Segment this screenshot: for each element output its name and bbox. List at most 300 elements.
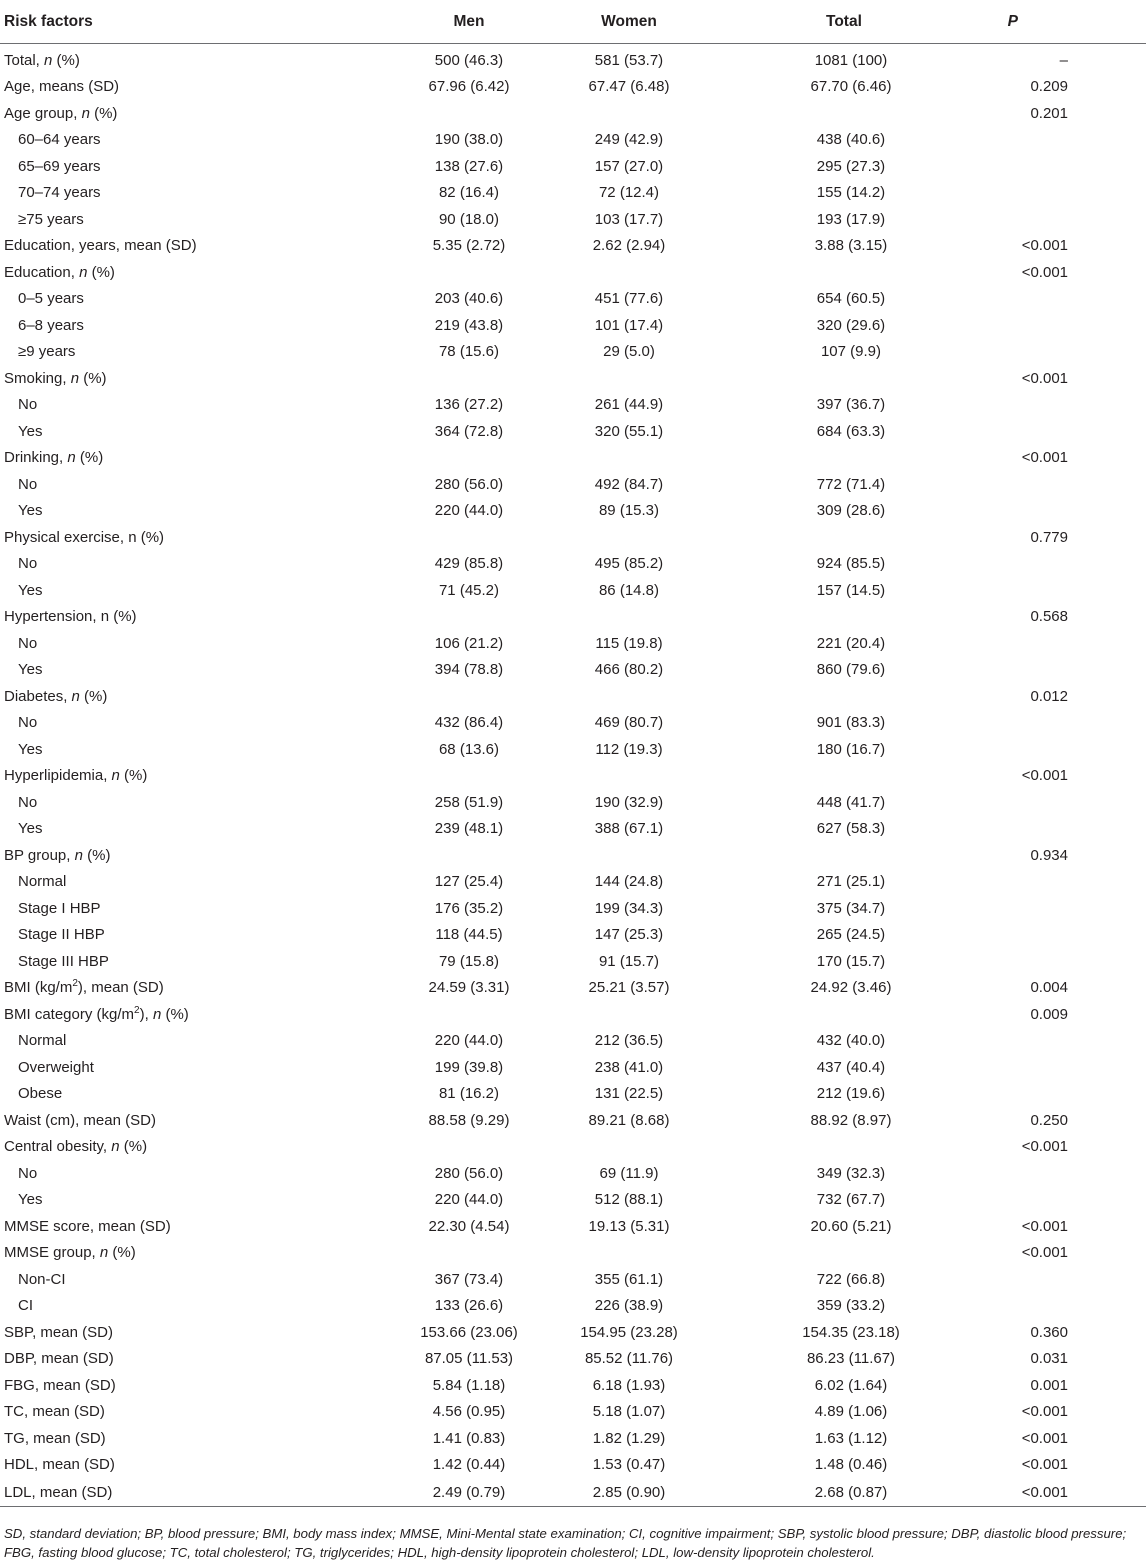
- cell-women: 1.82 (1.29): [592, 1429, 666, 1447]
- risk-factor-label: [0, 816, 268, 843]
- table-header: [0, 0, 1146, 44]
- cell-women: 495 (85.2): [594, 555, 664, 573]
- cell-total: 154.35 (23.18): [802, 1323, 900, 1341]
- risk-factor-label: [0, 1319, 268, 1346]
- cell-p: <0.001: [1021, 1138, 1068, 1156]
- cell-total: 295 (27.3): [816, 157, 886, 175]
- risk-factor-label: [0, 577, 268, 604]
- risk-factor-label: [0, 551, 268, 578]
- label-part-pre: Education, years, mean (SD): [4, 237, 197, 255]
- label-part-sup: 2: [72, 978, 78, 990]
- table-row: [0, 100, 1146, 127]
- cell-men: 1.42 (0.44): [432, 1456, 506, 1474]
- cell-p: [970, 789, 1146, 816]
- label-part-pre: TG, mean (SD): [4, 1429, 106, 1447]
- table-body: [0, 44, 1146, 1507]
- cell-p: [970, 551, 1146, 578]
- risk-factor-label: [0, 1399, 268, 1426]
- cell-total: 448 (41.7): [816, 793, 886, 811]
- cell-total: 397 (36.7): [816, 396, 886, 414]
- cell-women: 469 (80.7): [594, 714, 664, 732]
- cell-men: 220 (44.0): [434, 1032, 504, 1050]
- label-part-pre: Waist (cm), mean (SD): [4, 1111, 156, 1129]
- cell-men: [268, 1134, 518, 1161]
- table-row: [0, 471, 1146, 498]
- cell-p: [970, 127, 1146, 154]
- label-part-pre: Diabetes,: [4, 687, 72, 705]
- cell-total: [740, 763, 970, 790]
- cell-women: 29 (5.0): [603, 343, 655, 361]
- risk-factor-label: [0, 1372, 268, 1399]
- cell-men: 118 (44.5): [435, 926, 503, 944]
- table-row: [0, 44, 1146, 74]
- cell-men: 176 (35.2): [434, 899, 504, 917]
- label-part-pre: Normal: [18, 873, 67, 891]
- cell-women: 6.18 (1.93): [592, 1376, 666, 1394]
- cell-total: 901 (83.3): [816, 714, 886, 732]
- label-part-pre: HDL, mean (SD): [4, 1456, 115, 1474]
- cell-total: 4.89 (1.06): [814, 1403, 888, 1421]
- cell-men: 78 (15.6): [438, 343, 500, 361]
- cell-women: 72 (12.4): [598, 184, 660, 202]
- cell-men: [268, 1001, 518, 1028]
- label-part-pre: No: [18, 793, 38, 811]
- cell-p: [970, 286, 1146, 313]
- label-part-it: n: [71, 687, 80, 705]
- label-part-sup: 2: [134, 1004, 140, 1016]
- cell-women: 238 (41.0): [594, 1058, 664, 1076]
- label-part-it: n: [67, 449, 76, 467]
- label-part-pre: No: [18, 555, 38, 573]
- cell-p: [970, 816, 1146, 843]
- risk-factor-label: [0, 763, 268, 790]
- cell-p: –: [1059, 51, 1068, 69]
- cell-p: <0.001: [1021, 237, 1068, 255]
- table-row: [0, 1134, 1146, 1161]
- cell-p: [970, 1054, 1146, 1081]
- risk-factor-label: [0, 1107, 268, 1134]
- label-part-pre: Stage III HBP: [18, 952, 109, 970]
- cell-women: 89.21 (8.68): [588, 1111, 670, 1129]
- cell-men: 87.05 (11.53): [424, 1350, 514, 1368]
- cell-p: [970, 180, 1146, 207]
- cell-men: [268, 445, 518, 472]
- cell-men: 71 (45.2): [438, 581, 500, 599]
- cell-p: [970, 1028, 1146, 1055]
- risk-factor-label: [0, 789, 268, 816]
- cell-women: 261 (44.9): [594, 396, 664, 414]
- cell-total: 193 (17.9): [816, 210, 886, 228]
- label-part-post: (%): [79, 369, 107, 387]
- cell-p: 0.779: [1030, 528, 1068, 546]
- label-part-it: n: [81, 104, 90, 122]
- cell-total: [740, 1240, 970, 1267]
- label-part-it: n: [44, 51, 53, 69]
- cell-men: [268, 259, 518, 286]
- table-footnote: SD, standard deviation; BP, blood pressure; BMI, body mass index; MMSE, Mini-Mental state examination; CI, cognitive impairment; SBP, systolic blood pressure; DBP, diastolic blood pressure; FBG, fasting blood glucose; TC, total cholesterol; TG, triglycerides; HDL, high-density lipoprotein cholesterol; LDL, low-density lipoprotein cholesterol.: [4, 1526, 1127, 1560]
- cell-total: [740, 365, 970, 392]
- table-row: [0, 180, 1146, 207]
- cell-women: [518, 100, 740, 127]
- cell-total: 221 (20.4): [816, 634, 886, 652]
- cell-p: 0.012: [1030, 687, 1068, 705]
- cell-p: 0.009: [1030, 1005, 1068, 1023]
- cell-p: 0.250: [1030, 1111, 1068, 1129]
- cell-women: 112 (19.3): [595, 740, 663, 758]
- cell-p: [970, 498, 1146, 525]
- table-row: [0, 948, 1146, 975]
- cell-p: <0.001: [1021, 1403, 1068, 1421]
- cell-p: <0.001: [1021, 449, 1068, 467]
- table-row: [0, 365, 1146, 392]
- table-row: [0, 604, 1146, 631]
- risk-factor-label: [0, 842, 268, 869]
- cell-women: 103 (17.7): [594, 210, 664, 228]
- risk-factor-label: [0, 100, 268, 127]
- cell-women: 2.85 (0.90): [518, 1478, 740, 1507]
- cell-women: [518, 524, 740, 551]
- label-part-post2: ), mean (SD): [77, 979, 164, 997]
- header-men-text: Men: [453, 12, 485, 30]
- risk-factor-label: [0, 180, 268, 207]
- risk-factor-label: [0, 127, 268, 154]
- cell-p: <0.001: [1021, 1244, 1068, 1262]
- cell-men: 127 (25.4): [434, 873, 504, 891]
- cell-men: 82 (16.4): [438, 184, 500, 202]
- cell-women: [518, 259, 740, 286]
- label-part-pre: TC, mean (SD): [4, 1403, 105, 1421]
- table-row: [0, 445, 1146, 472]
- table-row: [0, 286, 1146, 313]
- cell-men: 203 (40.6): [434, 290, 504, 308]
- table-row: [0, 259, 1146, 286]
- cell-women: [518, 842, 740, 869]
- cell-women: 19.13 (5.31): [588, 1217, 670, 1235]
- risk-factor-label: [0, 1266, 268, 1293]
- header-men: [268, 0, 518, 44]
- cell-total: 320 (29.6): [816, 316, 886, 334]
- label-part-pre: MMSE score, mean (SD): [4, 1217, 171, 1235]
- risk-factor-label: [0, 498, 268, 525]
- label-part-pre: 0–5 years: [18, 290, 84, 308]
- cell-women: 249 (42.9): [594, 131, 664, 149]
- cell-p: 0.209: [1030, 78, 1068, 96]
- table-row: [0, 1054, 1146, 1081]
- cell-women: 154.95 (23.28): [580, 1323, 678, 1341]
- cell-men: 5.84 (1.18): [432, 1376, 506, 1394]
- cell-total: [740, 100, 970, 127]
- cell-men: 68 (13.6): [438, 740, 500, 758]
- table-row: [0, 1478, 1146, 1507]
- cell-total: [740, 842, 970, 869]
- label-part-pre: DBP, mean (SD): [4, 1350, 114, 1368]
- cell-women: 67.47 (6.48): [588, 78, 670, 96]
- label-part-pre: 60–64 years: [18, 131, 101, 149]
- table-row: [0, 869, 1146, 896]
- label-part-it: n: [79, 263, 88, 281]
- label-part-pre: No: [18, 714, 38, 732]
- cell-total: 86.23 (11.67): [806, 1350, 896, 1368]
- cell-total: 271 (25.1): [816, 873, 886, 891]
- label-part-post: (%): [119, 1138, 148, 1156]
- risk-factor-label: [0, 392, 268, 419]
- cell-men: [268, 1240, 518, 1267]
- cell-women: [518, 1001, 740, 1028]
- cell-men: [268, 604, 518, 631]
- risk-factor-label: [0, 975, 268, 1002]
- cell-total: 732 (67.7): [816, 1191, 886, 1209]
- cell-men: 364 (72.8): [434, 422, 504, 440]
- cell-p: 0.004: [1030, 979, 1068, 997]
- label-part-pre: Normal: [18, 1032, 67, 1050]
- cell-p: [970, 657, 1146, 684]
- label-part-pre: No: [18, 1164, 38, 1182]
- table-row: [0, 418, 1146, 445]
- risk-factor-label: [0, 1081, 268, 1108]
- cell-men: 24.59 (3.31): [428, 979, 510, 997]
- risk-factor-label: [0, 1028, 268, 1055]
- risk-factor-label: [0, 471, 268, 498]
- cell-women: 320 (55.1): [594, 422, 664, 440]
- cell-p: [970, 206, 1146, 233]
- cell-men: 136 (27.2): [434, 396, 504, 414]
- cell-men: 79 (15.8): [438, 952, 500, 970]
- table-row: [0, 789, 1146, 816]
- cell-p: [970, 471, 1146, 498]
- cell-p: [970, 1293, 1146, 1320]
- risk-factor-label: [0, 44, 268, 74]
- table-row: [0, 1319, 1146, 1346]
- cell-men: 22.30 (4.54): [428, 1217, 510, 1235]
- cell-men: 190 (38.0): [434, 131, 504, 149]
- risk-factor-label: [0, 1054, 268, 1081]
- cell-total: 309 (28.6): [816, 502, 886, 520]
- cell-total: 654 (60.5): [816, 290, 886, 308]
- cell-women: [518, 604, 740, 631]
- label-part-pre: No: [18, 396, 38, 414]
- cell-total: 438 (40.6): [816, 131, 886, 149]
- label-part-pre: BMI category (kg/m: [4, 1005, 135, 1023]
- label-part-pre: Stage II HBP: [18, 926, 105, 944]
- cell-total: 924 (85.5): [816, 555, 886, 573]
- cell-women: 115 (19.8): [595, 634, 663, 652]
- risk-factor-label: [0, 524, 268, 551]
- cell-men: 367 (73.4): [434, 1270, 504, 1288]
- cell-men: 153.66 (23.06): [420, 1323, 518, 1341]
- cell-women: 581 (53.7): [594, 51, 664, 69]
- cell-women: 131 (22.5): [594, 1085, 664, 1103]
- cell-total: 1.48 (0.46): [814, 1456, 888, 1474]
- label-part-it2: n: [152, 1005, 162, 1023]
- label-part-pre: BP group,: [4, 846, 75, 864]
- label-part-pre: SBP, mean (SD): [4, 1323, 113, 1341]
- cell-women: [518, 365, 740, 392]
- label-part-post: (%): [79, 687, 108, 705]
- cell-total: 67.70 (6.46): [810, 78, 892, 96]
- risk-factor-label: [0, 339, 268, 366]
- label-part-post: (%): [89, 104, 118, 122]
- cell-p: <0.001: [1021, 767, 1068, 785]
- cell-women: 190 (32.9): [594, 793, 664, 811]
- cell-men: [268, 365, 518, 392]
- label-part-pre: Hyperlipidemia,: [4, 767, 112, 785]
- cell-p: 0.201: [1030, 104, 1068, 122]
- risk-factor-label: [0, 895, 268, 922]
- cell-men: 67.96 (6.42): [428, 78, 510, 96]
- cell-p: 0.360: [1030, 1323, 1068, 1341]
- risk-factor-label: [0, 1001, 268, 1028]
- table-row: [0, 577, 1146, 604]
- cell-p: <0.001: [970, 1478, 1146, 1507]
- label-part-pre: ≥75 years: [18, 210, 84, 228]
- cell-p: [970, 948, 1146, 975]
- risk-factor-label: [0, 74, 268, 101]
- cell-women: [518, 1240, 740, 1267]
- cell-women: 144 (24.8): [594, 873, 664, 891]
- cell-p: 0.934: [1030, 846, 1068, 864]
- table-row: [0, 339, 1146, 366]
- cell-men: 106 (21.2): [434, 634, 504, 652]
- cell-total: [740, 1134, 970, 1161]
- cell-men: 199 (39.8): [434, 1058, 504, 1076]
- label-part-pre: Education,: [4, 263, 80, 281]
- cell-total: 157 (14.5): [816, 581, 886, 599]
- cell-women: [518, 683, 740, 710]
- label-part-pre: Non-CI: [18, 1270, 66, 1288]
- cell-men: 4.56 (0.95): [432, 1403, 506, 1421]
- cell-p: 0.031: [1030, 1350, 1068, 1368]
- cell-p: [970, 312, 1146, 339]
- table-row: [0, 153, 1146, 180]
- label-part-pre: Stage I HBP: [18, 899, 101, 917]
- risk-factor-label: [0, 312, 268, 339]
- label-part-post: (%): [82, 846, 111, 864]
- table-row: [0, 895, 1146, 922]
- table-row: [0, 1213, 1146, 1240]
- cell-women: 86 (14.8): [598, 581, 660, 599]
- label-part-pre: Yes: [18, 422, 43, 440]
- table-row: [0, 922, 1146, 949]
- table-row: [0, 842, 1146, 869]
- label-part-pre: Smoking,: [4, 369, 71, 387]
- label-part-post3: (%): [161, 1005, 189, 1023]
- cell-women: 85.52 (11.76): [584, 1350, 674, 1368]
- cell-men: 220 (44.0): [434, 502, 504, 520]
- cell-total: 6.02 (1.64): [814, 1376, 888, 1394]
- cell-total: 772 (71.4): [816, 475, 886, 493]
- risk-factor-label: [0, 683, 268, 710]
- label-part-it: n: [74, 846, 83, 864]
- cell-p: <0.001: [1021, 1217, 1068, 1235]
- label-part-pre: No: [18, 634, 38, 652]
- cell-p: <0.001: [1021, 1429, 1068, 1447]
- cell-p: [970, 736, 1146, 763]
- cell-p: [970, 418, 1146, 445]
- table-row: [0, 630, 1146, 657]
- cell-p: 0.001: [1030, 1376, 1068, 1394]
- label-part-pre: Age, means (SD): [4, 78, 120, 96]
- risk-factor-label: [0, 365, 268, 392]
- table-row: [0, 312, 1146, 339]
- label-part-pre: BMI (kg/m: [4, 979, 73, 997]
- risk-factor-label: [0, 1134, 268, 1161]
- table-row: [0, 1187, 1146, 1214]
- cell-total: 20.60 (5.21): [810, 1217, 892, 1235]
- cell-p: [970, 1266, 1146, 1293]
- cell-men: 432 (86.4): [434, 714, 504, 732]
- label-part-pre: Physical exercise, n (%): [4, 528, 165, 546]
- cell-men: 138 (27.6): [434, 157, 504, 175]
- cell-total: 24.92 (3.46): [810, 979, 892, 997]
- cell-total: 349 (32.3): [816, 1164, 886, 1182]
- cell-men: 88.58 (9.29): [428, 1111, 510, 1129]
- cell-men: 1.41 (0.83): [432, 1429, 506, 1447]
- table-row: [0, 1372, 1146, 1399]
- cell-men: 280 (56.0): [434, 1164, 504, 1182]
- cell-p: [970, 392, 1146, 419]
- risk-factor-label: [0, 1478, 268, 1507]
- label-part-post: (%): [52, 51, 80, 69]
- cell-women: 512 (88.1): [594, 1191, 664, 1209]
- label-part-pre: Overweight: [18, 1058, 94, 1076]
- cell-women: 451 (77.6): [594, 290, 664, 308]
- cell-women: 147 (25.3): [594, 926, 664, 944]
- label-part-pre: Yes: [18, 661, 43, 679]
- risk-factor-label: [0, 1346, 268, 1373]
- cell-total: 107 (9.9): [820, 343, 882, 361]
- table-row: [0, 1452, 1146, 1479]
- cell-women: 199 (34.3): [594, 899, 664, 917]
- table-row: [0, 710, 1146, 737]
- label-part-post2: ),: [139, 1005, 153, 1023]
- table-row: [0, 1399, 1146, 1426]
- cell-men: 258 (51.9): [434, 793, 504, 811]
- cell-total: 627 (58.3): [816, 820, 886, 838]
- risk-factor-label: [0, 233, 268, 260]
- label-part-pre: Central obesity,: [4, 1138, 112, 1156]
- cell-women: 466 (80.2): [594, 661, 664, 679]
- cell-women: [518, 763, 740, 790]
- cell-total: 437 (40.4): [816, 1058, 886, 1076]
- cell-women: 492 (84.7): [594, 475, 664, 493]
- risk-factor-label: [0, 736, 268, 763]
- cell-p: [970, 895, 1146, 922]
- cell-women: 212 (36.5): [594, 1032, 664, 1050]
- label-part-pre: No: [18, 475, 38, 493]
- cell-total: 88.92 (8.97): [810, 1111, 892, 1129]
- header-p-value: P: [970, 0, 1146, 44]
- risk-factor-label: [0, 1240, 268, 1267]
- table-row: [0, 763, 1146, 790]
- risk-factor-label: [0, 418, 268, 445]
- label-part-pre: Drinking,: [4, 449, 68, 467]
- cell-women: 355 (61.1): [594, 1270, 664, 1288]
- label-part-pre: Hypertension, n (%): [4, 608, 137, 626]
- cell-total: 212 (19.6): [816, 1085, 886, 1103]
- label-part-pre: CI: [18, 1297, 33, 1315]
- label-part-it: n: [70, 369, 80, 387]
- cell-total: 1.63 (1.12): [814, 1429, 888, 1447]
- cell-p: [970, 1187, 1146, 1214]
- header-risk-factors: Risk factors: [0, 0, 268, 44]
- cell-total: 3.88 (3.15): [814, 237, 888, 255]
- cell-women: [518, 445, 740, 472]
- cell-men: [268, 683, 518, 710]
- cell-total: [740, 259, 970, 286]
- cell-p: <0.001: [1021, 1456, 1068, 1474]
- cell-men: 219 (43.8): [434, 316, 504, 334]
- cell-men: [268, 524, 518, 551]
